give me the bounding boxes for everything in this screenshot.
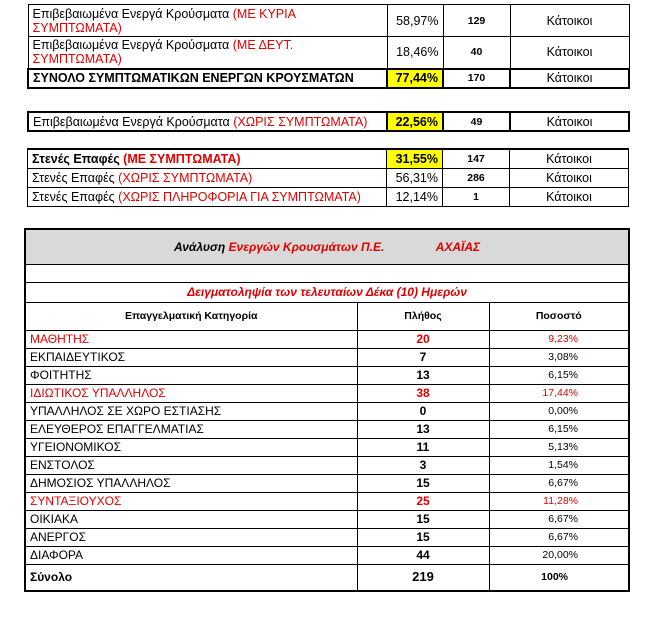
- asymptomatic-count: 49: [443, 112, 510, 131]
- profession-count: 25: [357, 492, 489, 510]
- profession-count: 20: [357, 330, 489, 348]
- profession-percent: 1,54%: [489, 456, 629, 474]
- profession-count: 0: [357, 402, 489, 420]
- profession-row: [25, 402, 629, 420]
- profession-category: ΣΥΝΤΑΞΙΟΥΧΟΣ: [25, 492, 357, 510]
- profession-row: [25, 348, 629, 366]
- profession-row: [25, 456, 629, 474]
- profession-percent: 6,67%: [489, 510, 629, 528]
- profession-row: [25, 384, 629, 402]
- contacts-label: Στενές Επαφές (ΜΕ ΣΥΜΠΤΩΜΑΤΑ): [28, 149, 387, 168]
- analysis-title-row: [25, 229, 629, 264]
- total-count: 219: [357, 564, 489, 591]
- contacts-label: Στενές Επαφές (ΧΩΡΙΣ ΣΥΜΠΤΩΜΑΤΑ): [28, 168, 387, 187]
- profession-percent: 5,13%: [489, 438, 629, 456]
- cases-percent: 18,46%: [387, 37, 443, 69]
- profession-category: ΕΝΣΤΟΛΟΣ: [25, 456, 357, 474]
- profession-category: ΟΙΚΙΑΚΑ: [25, 510, 357, 528]
- total-label: Σύνολο: [25, 564, 357, 591]
- cases-total-label: ΣΥΝΟΛΟ ΣΥΜΠΤΩΜΑΤΙΚΩΝ ΕΝΕΡΓΩΝ ΚΡΟΥΣΜΑΤΩΝ: [28, 69, 387, 88]
- contacts-count: 1: [443, 187, 510, 206]
- profession-count: 13: [357, 366, 489, 384]
- profession-count: 13: [357, 420, 489, 438]
- symptomatic-cases-table: [27, 4, 630, 89]
- cases-total-row: [28, 69, 629, 88]
- cases-unit: Κάτοικοι: [510, 37, 629, 69]
- profession-category: ΥΓΕΙΟΝΟΜΙΚΟΣ: [25, 438, 357, 456]
- cases-percent: 58,97%: [387, 5, 443, 37]
- total-percent: 100%: [489, 564, 629, 591]
- cases-row: [28, 37, 629, 69]
- cases-label: Επιβεβαιωμένα Ενεργά Κρούσματα (ΜΕ ΚΥΡΙΑ ΣΥΜΠΤΩΜΑΤΑ): [28, 5, 387, 37]
- cases-row: [28, 5, 629, 37]
- profession-percent: 6,67%: [489, 528, 629, 546]
- profession-percent: 6,67%: [489, 474, 629, 492]
- header-category: Επαγγελματική Κατηγορία: [25, 302, 357, 330]
- profession-row: [25, 474, 629, 492]
- profession-row: [25, 330, 629, 348]
- profession-category: ΕΛΕΥΘΕΡΟΣ ΕΠΑΓΓΕΛΜΑΤΙΑΣ: [25, 420, 357, 438]
- cases-total-percent: 77,44%: [387, 69, 443, 88]
- contacts-count: 286: [443, 168, 510, 187]
- profession-row: [25, 492, 629, 510]
- header-count: Πλήθος: [357, 302, 489, 330]
- profession-count: 15: [357, 510, 489, 528]
- asymptomatic-percent: 22,56%: [387, 112, 443, 131]
- asymptomatic-unit: Κάτοικοι: [510, 112, 629, 131]
- contacts-count: 147: [443, 149, 510, 168]
- profession-count: 7: [357, 348, 489, 366]
- profession-percent: 17,44%: [489, 384, 629, 402]
- profession-category: ΥΠΑΛΛΗΛΟΣ ΣΕ ΧΩΡΟ ΕΣΤΙΑΣΗΣ: [25, 402, 357, 420]
- contacts-percent: 31,55%: [387, 149, 443, 168]
- profession-row: [25, 528, 629, 546]
- profession-analysis-table: [24, 228, 630, 592]
- analysis-title: Ανάλυση Ενεργών Κρουσμάτων Π.Ε. ΑΧΑΪΑΣ: [25, 229, 629, 264]
- profession-count: 11: [357, 438, 489, 456]
- close-contacts-table: [27, 148, 629, 207]
- contacts-label: Στενές Επαφές (ΧΩΡΙΣ ΠΛΗΡΟΦΟΡΙΑ ΓΙΑ ΣΥΜΠΤΩΜΑΤΑ): [28, 187, 387, 206]
- profession-count: 38: [357, 384, 489, 402]
- profession-row: [25, 546, 629, 564]
- profession-category: ΔΙΑΦΟΡΑ: [25, 546, 357, 564]
- profession-row: [25, 438, 629, 456]
- header-percent: Ποσοστό: [489, 302, 629, 330]
- cases-unit: Κάτοικοι: [510, 5, 629, 37]
- profession-row: [25, 366, 629, 384]
- analysis-total-row: [25, 564, 629, 591]
- profession-category: ΔΗΜΟΣΙΟΣ ΥΠΑΛΛΗΛΟΣ: [25, 474, 357, 492]
- profession-category: ΜΑΘΗΤΗΣ: [25, 330, 357, 348]
- contacts-percent: 12,14%: [387, 187, 443, 206]
- cases-label: Επιβεβαιωμένα Ενεργά Κρούσματα (ΜΕ ΔΕΥΤ. ΣΥΜΠΤΩΜΑΤΑ): [28, 37, 387, 69]
- profession-count: 15: [357, 528, 489, 546]
- profession-category: ΦΟΙΤΗΤΗΣ: [25, 366, 357, 384]
- analysis-subtitle-row: [25, 282, 629, 302]
- profession-category: ΙΔΙΩΤΙΚΟΣ ΥΠΑΛΛΗΛΟΣ: [25, 384, 357, 402]
- contacts-percent: 56,31%: [387, 168, 443, 187]
- contacts-row: [28, 149, 629, 168]
- cases-count: 40: [443, 37, 510, 69]
- profession-count: 44: [357, 546, 489, 564]
- contacts-unit: Κάτοικοι: [510, 168, 629, 187]
- profession-percent: 0,00%: [489, 402, 629, 420]
- contacts-row: [28, 187, 629, 206]
- analysis-spacer-row: [25, 264, 629, 282]
- asymptomatic-label: Επιβεβαιωμένα Ενεργά Κρούσματα (ΧΩΡΙΣ ΣΥΜΠΤΩΜΑΤΑ): [28, 112, 387, 131]
- profession-percent: 20,00%: [489, 546, 629, 564]
- profession-row: [25, 510, 629, 528]
- profession-percent: 9,23%: [489, 330, 629, 348]
- analysis-region: ΑΧΑΪΑΣ: [435, 239, 481, 254]
- profession-percent: 6,15%: [489, 420, 629, 438]
- cases-total-unit: Κάτοικοι: [510, 69, 629, 88]
- analysis-header-row: [25, 302, 629, 330]
- profession-percent: 3,08%: [489, 348, 629, 366]
- contacts-unit: Κάτοικοι: [510, 187, 629, 206]
- spacer-cell: [25, 264, 629, 282]
- profession-category: ΕΚΠΑΙΔΕΥΤΙΚΟΣ: [25, 348, 357, 366]
- profession-row: [25, 420, 629, 438]
- profession-count: 3: [357, 456, 489, 474]
- asymptomatic-row: [28, 112, 629, 131]
- analysis-rows: [25, 330, 629, 564]
- contacts-unit: Κάτοικοι: [510, 149, 629, 168]
- analysis-subtitle: Δειγματοληψία των τελευταίων Δέκα (10) Ημερών: [25, 282, 629, 302]
- cases-total-count: 170: [443, 69, 510, 88]
- profession-category: ΑΝΕΡΓΟΣ: [25, 528, 357, 546]
- contacts-row: [28, 168, 629, 187]
- profession-percent: 6,15%: [489, 366, 629, 384]
- profession-percent: 11,28%: [489, 492, 629, 510]
- cases-count: 129: [443, 5, 510, 37]
- asymptomatic-table: [27, 111, 630, 132]
- profession-count: 15: [357, 474, 489, 492]
